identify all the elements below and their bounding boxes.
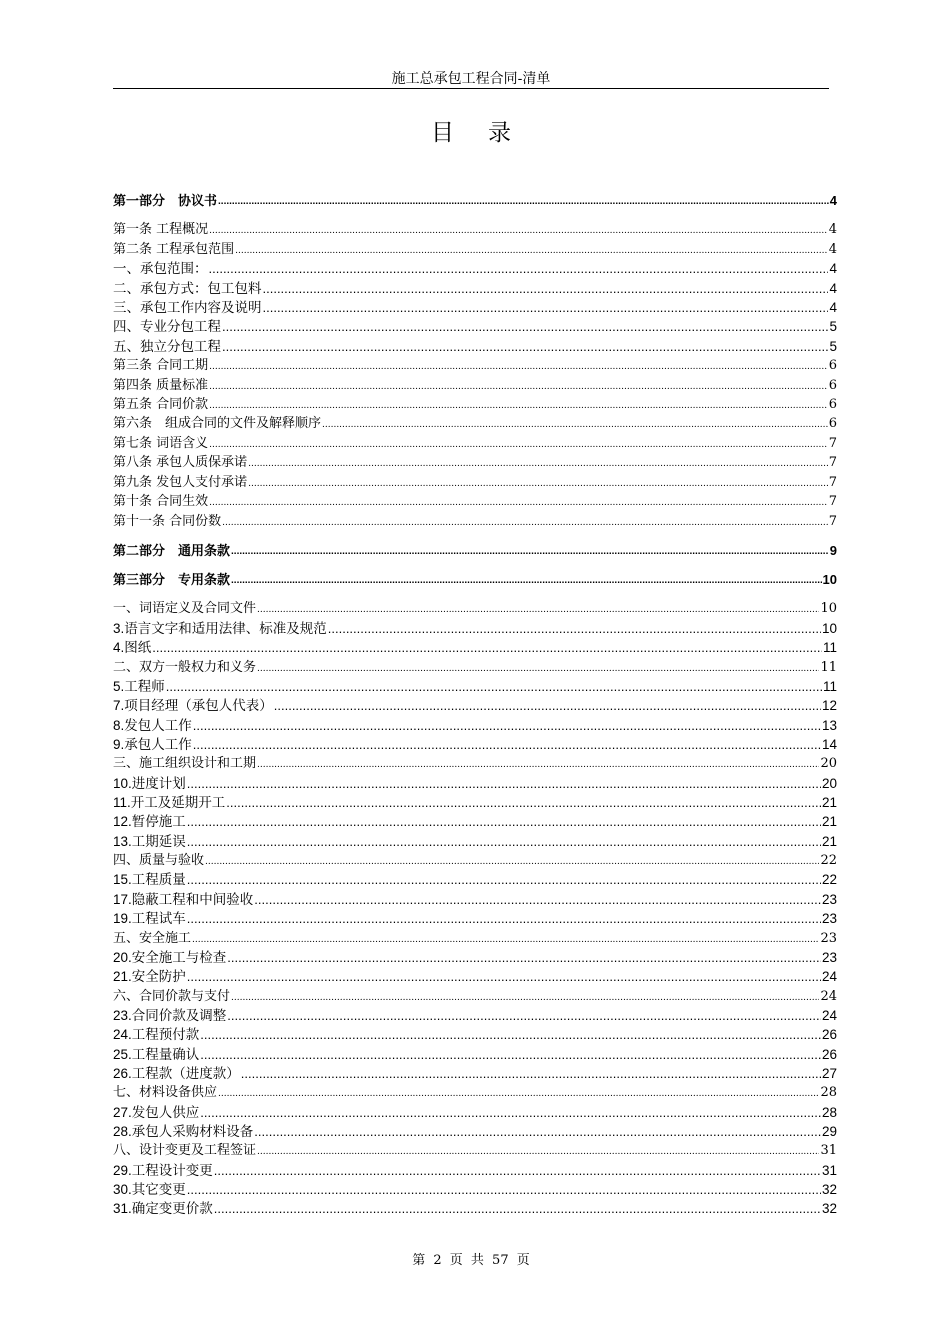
toc-entry-page-number: 20 (821, 775, 837, 791)
toc-entry-page-number: 7 (828, 436, 837, 451)
toc-entry[interactable] (113, 1079, 837, 1099)
toc-entry-label: 六、合同价款与支付 (113, 989, 231, 1004)
toc-entry-page-number: 13 (821, 717, 837, 733)
toc-dot-leader (209, 363, 828, 372)
toc-entry-label: 二、双方一般权力和义务 (113, 660, 257, 675)
toc-entry[interactable] (113, 391, 837, 411)
toc-entry-page-number: 23 (820, 931, 837, 946)
toc-entry-label: 三、承包工作内容及说明 (113, 299, 262, 315)
toc-entry[interactable] (113, 963, 837, 983)
toc-dot-leader (322, 421, 828, 430)
toc-entry[interactable] (113, 983, 837, 1003)
toc-entry[interactable] (113, 673, 837, 693)
toc-entry-label: 20.安全施工与检查 (113, 949, 227, 965)
toc-entry-page-number: 31 (821, 1162, 837, 1178)
toc-entry-page-number: 5 (829, 338, 837, 354)
toc-dot-leader (187, 873, 821, 886)
toc-dot-leader (187, 912, 821, 925)
toc-entry-label: 28.承包人采购材料设备 (113, 1123, 254, 1139)
toc-entry-label: 26.工程款（进度款） (113, 1065, 240, 1081)
toc-entry-label: 30.其它变更 (113, 1181, 186, 1197)
toc-entry[interactable] (113, 410, 837, 430)
toc-entry[interactable] (113, 1041, 837, 1061)
toc-entry-page-number: 26 (821, 1046, 837, 1062)
toc-entry-page-number: 20 (820, 756, 837, 771)
toc-entry[interactable] (113, 886, 837, 906)
toc-entry-page-number: 4 (829, 260, 837, 276)
toc-entry-label: 八、设计变更及工程签证 (113, 1143, 257, 1158)
page-footer: 第 2 页 共 57 页 (412, 1253, 530, 1268)
toc-entry-page-number: 4 (829, 280, 837, 296)
toc-entry[interactable] (113, 595, 837, 615)
toc-entry-label: 第十一条 合同份数 (113, 514, 222, 529)
toc-entry[interactable] (113, 789, 837, 809)
toc-entry[interactable] (113, 1118, 837, 1138)
toc-entry-page-number: 11 (822, 639, 837, 655)
toc-entry-label: 3.语言文字和适用法律、标准及规范 (113, 620, 327, 636)
toc-entry-page-number: 11 (820, 660, 837, 675)
toc-entry[interactable] (113, 537, 837, 557)
toc-entry-label: 第六条 组成合同的文件及解释顺序 (113, 416, 322, 431)
toc-dot-leader (257, 1148, 819, 1157)
toc-entry-page-number: 7 (828, 475, 837, 490)
toc-entry-label: 13.工期延误 (113, 833, 186, 849)
toc-entry-page-number: 23 (821, 949, 837, 965)
toc-entry-label: 29.工程设计变更 (113, 1162, 213, 1178)
toc-entry[interactable] (113, 1137, 837, 1157)
toc-entry[interactable] (113, 1060, 837, 1080)
toc-entry[interactable] (113, 275, 837, 295)
toc-entry-label: 7.项目经理（承包人代表） (113, 697, 273, 713)
toc-entry-label: 23.合同价款及调整 (113, 1007, 227, 1023)
toc-entry[interactable] (113, 488, 837, 508)
toc-dot-leader (218, 197, 829, 207)
toc-entry[interactable] (113, 255, 837, 275)
toc-entry-label: 31.确定变更价款 (113, 1200, 213, 1216)
toc-entry[interactable] (113, 187, 837, 207)
toc-entry[interactable] (113, 449, 837, 469)
toc-entry-page-number: 7 (828, 494, 837, 509)
toc-entry-label: 三、施工组织设计和工期 (113, 756, 257, 771)
toc-entry-label: 4.图纸 (113, 639, 152, 655)
toc-entry[interactable] (113, 469, 837, 489)
toc-entry-label: 四、质量与验收 (113, 853, 205, 868)
toc-dot-leader (209, 262, 829, 275)
toc-entry-page-number: 6 (828, 378, 837, 393)
toc-entry-page-number: 29 (821, 1123, 837, 1139)
toc-entry[interactable] (113, 866, 837, 886)
toc-entry-page-number: 4 (828, 222, 837, 237)
toc-entry[interactable] (113, 847, 837, 867)
toc-entry-page-number: 21 (821, 833, 837, 849)
toc-dot-leader (257, 761, 819, 770)
toc-entry-page-number: 11 (822, 678, 837, 694)
toc-dot-leader (209, 227, 828, 236)
toc-entry[interactable] (113, 1099, 837, 1119)
toc-entry[interactable] (113, 1195, 837, 1215)
toc-title: 目录 (431, 120, 545, 146)
toc-entry[interactable] (113, 808, 837, 828)
toc-entry-label: 第三条 合同工期 (113, 358, 209, 373)
toc-entry[interactable] (113, 905, 837, 925)
toc-entry[interactable] (113, 944, 837, 964)
toc-entry-label: 8.发包人工作 (113, 717, 192, 733)
toc-entry-page-number: 14 (821, 736, 837, 752)
toc-entry-label: 5.工程师 (113, 678, 165, 694)
toc-entry-page-number: 28 (821, 1104, 837, 1120)
toc-entry[interactable] (113, 692, 837, 712)
toc-entry[interactable] (113, 1157, 837, 1177)
toc-entry-label: 四、专业分包工程 (113, 318, 221, 334)
toc-entry-label: 12.暂停施工 (113, 813, 186, 829)
toc-entry-page-number: 22 (820, 853, 837, 868)
toc-entry-label: 15.工程质量 (113, 871, 186, 887)
toc-entry[interactable] (113, 712, 837, 732)
toc-entry-label: 25.工程量确认 (113, 1046, 200, 1062)
toc-entry-page-number: 21 (821, 794, 837, 810)
toc-entry-label: 五、独立分包工程 (113, 338, 221, 354)
toc-entry-label: 27.发包人供应 (113, 1104, 200, 1120)
toc-entry-page-number: 26 (821, 1026, 837, 1042)
toc-entry-page-number: 4 (828, 242, 837, 257)
toc-entry-label: 11.开工及延期开工 (113, 794, 226, 810)
toc-entry-label: 一、词语定义及合同文件 (113, 601, 257, 616)
toc-entry-page-number: 6 (828, 416, 837, 431)
toc-entry[interactable] (113, 1002, 837, 1022)
toc-entry-page-number: 24 (821, 968, 837, 984)
toc-entry-page-number: 22 (821, 871, 837, 887)
toc-entry-label: 第九条 发包人支付承诺 (113, 475, 248, 490)
running-header-title: 施工总承包工程合同-清单 (391, 71, 551, 87)
header-divider (113, 88, 829, 89)
toc-dot-leader (222, 519, 828, 528)
toc-dot-leader (187, 970, 821, 983)
toc-dot-leader (214, 1202, 821, 1215)
toc-entry-page-number: 32 (821, 1181, 837, 1197)
toc-entry-page-number: 4 (829, 299, 837, 315)
toc-entry[interactable] (113, 770, 837, 790)
toc-entry-page-number: 27 (821, 1065, 837, 1081)
toc-entry-page-number: 24 (821, 1007, 837, 1023)
toc-entry-page-number: 31 (820, 1143, 837, 1158)
toc-entry-page-number: 10 (821, 620, 837, 636)
toc-entry-label: 一、承包范围： (113, 260, 208, 276)
toc-entry-label: 第八条 承包人质保承诺 (113, 455, 248, 470)
toc-entry-page-number: 24 (820, 989, 837, 1004)
toc-entry-page-number: 7 (828, 514, 837, 529)
toc-entry[interactable] (113, 216, 837, 236)
toc-entry-label: 第七条 词语含义 (113, 436, 209, 451)
toc-entry-label: 第二部分 通用条款 (113, 543, 231, 558)
toc-entry-label: 9.承包人工作 (113, 736, 192, 752)
toc-dot-leader (231, 576, 822, 586)
toc-entry[interactable] (113, 508, 837, 528)
toc-dot-leader (152, 641, 822, 654)
toc-dot-leader (231, 547, 829, 557)
toc-entry-label: 第四条 质量标准 (113, 378, 209, 393)
toc-entry-label: 第五条 合同价款 (113, 397, 209, 412)
toc-entry-page-number: 10 (822, 572, 837, 587)
toc-entry[interactable] (113, 352, 837, 372)
toc-dot-leader (200, 1028, 821, 1041)
toc-entry-label: 24.工程预付款 (113, 1026, 200, 1042)
toc-dot-leader (274, 699, 821, 712)
toc-entry-label: 17.隐蔽工程和中间验收 (113, 891, 254, 907)
toc-entry-label: 第二条 工程承包范围 (113, 242, 235, 257)
toc-entry[interactable] (113, 925, 837, 945)
toc-dot-leader (248, 460, 828, 469)
toc-entry-page-number: 5 (829, 318, 837, 334)
toc-entry-label: 19.工程试车 (113, 910, 186, 926)
toc-entry-page-number: 4 (829, 193, 837, 208)
toc-dot-leader (222, 320, 828, 333)
toc-entry-label: 五、安全施工 (113, 931, 192, 946)
toc-entry[interactable] (113, 1021, 837, 1041)
toc-entry-label: 二、承包方式：包工包料 (113, 280, 262, 296)
toc-entry[interactable] (113, 828, 837, 848)
toc-entry[interactable] (113, 1176, 837, 1196)
toc-entry-page-number: 32 (821, 1200, 837, 1216)
toc-dot-leader (218, 1090, 819, 1099)
toc-dot-leader (257, 606, 819, 615)
toc-entry[interactable] (113, 566, 837, 586)
toc-entry-page-number: 12 (821, 697, 837, 713)
toc-entry-page-number: 6 (828, 358, 837, 373)
toc-entry-label: 10.进度计划 (113, 775, 186, 791)
toc-entry[interactable] (113, 236, 837, 256)
toc-entry-page-number: 7 (828, 455, 837, 470)
toc-entry-page-number: 23 (821, 910, 837, 926)
toc-dot-leader (187, 815, 821, 828)
toc-dot-leader (209, 499, 828, 508)
toc-entry-label: 第三部分 专用条款 (113, 572, 231, 587)
toc-entry[interactable] (113, 615, 837, 635)
toc-entry-page-number: 23 (821, 891, 837, 907)
toc-entry-page-number: 9 (829, 543, 837, 558)
toc-entry[interactable] (113, 430, 837, 450)
toc-entry[interactable] (113, 294, 837, 314)
toc-entry-label: 第一部分 协议书 (113, 193, 218, 208)
toc-entry-page-number: 6 (828, 397, 837, 412)
toc-entry-label: 第十条 合同生效 (113, 494, 209, 509)
toc-entry-page-number: 28 (820, 1085, 837, 1100)
toc-entry[interactable] (113, 372, 837, 392)
toc-entry[interactable] (113, 654, 837, 674)
toc-entry[interactable] (113, 750, 837, 770)
toc-entry-label: 七、材料设备供应 (113, 1085, 218, 1100)
toc-entry[interactable] (113, 313, 837, 333)
toc-entry[interactable] (113, 333, 837, 353)
toc-entry-label: 第一条 工程概况 (113, 222, 209, 237)
toc-entry-label: 21.安全防护 (113, 968, 186, 984)
toc-entry-page-number: 21 (821, 813, 837, 829)
toc-entry[interactable] (113, 634, 837, 654)
toc-entry-page-number: 10 (820, 601, 837, 616)
toc-entry[interactable] (113, 731, 837, 751)
